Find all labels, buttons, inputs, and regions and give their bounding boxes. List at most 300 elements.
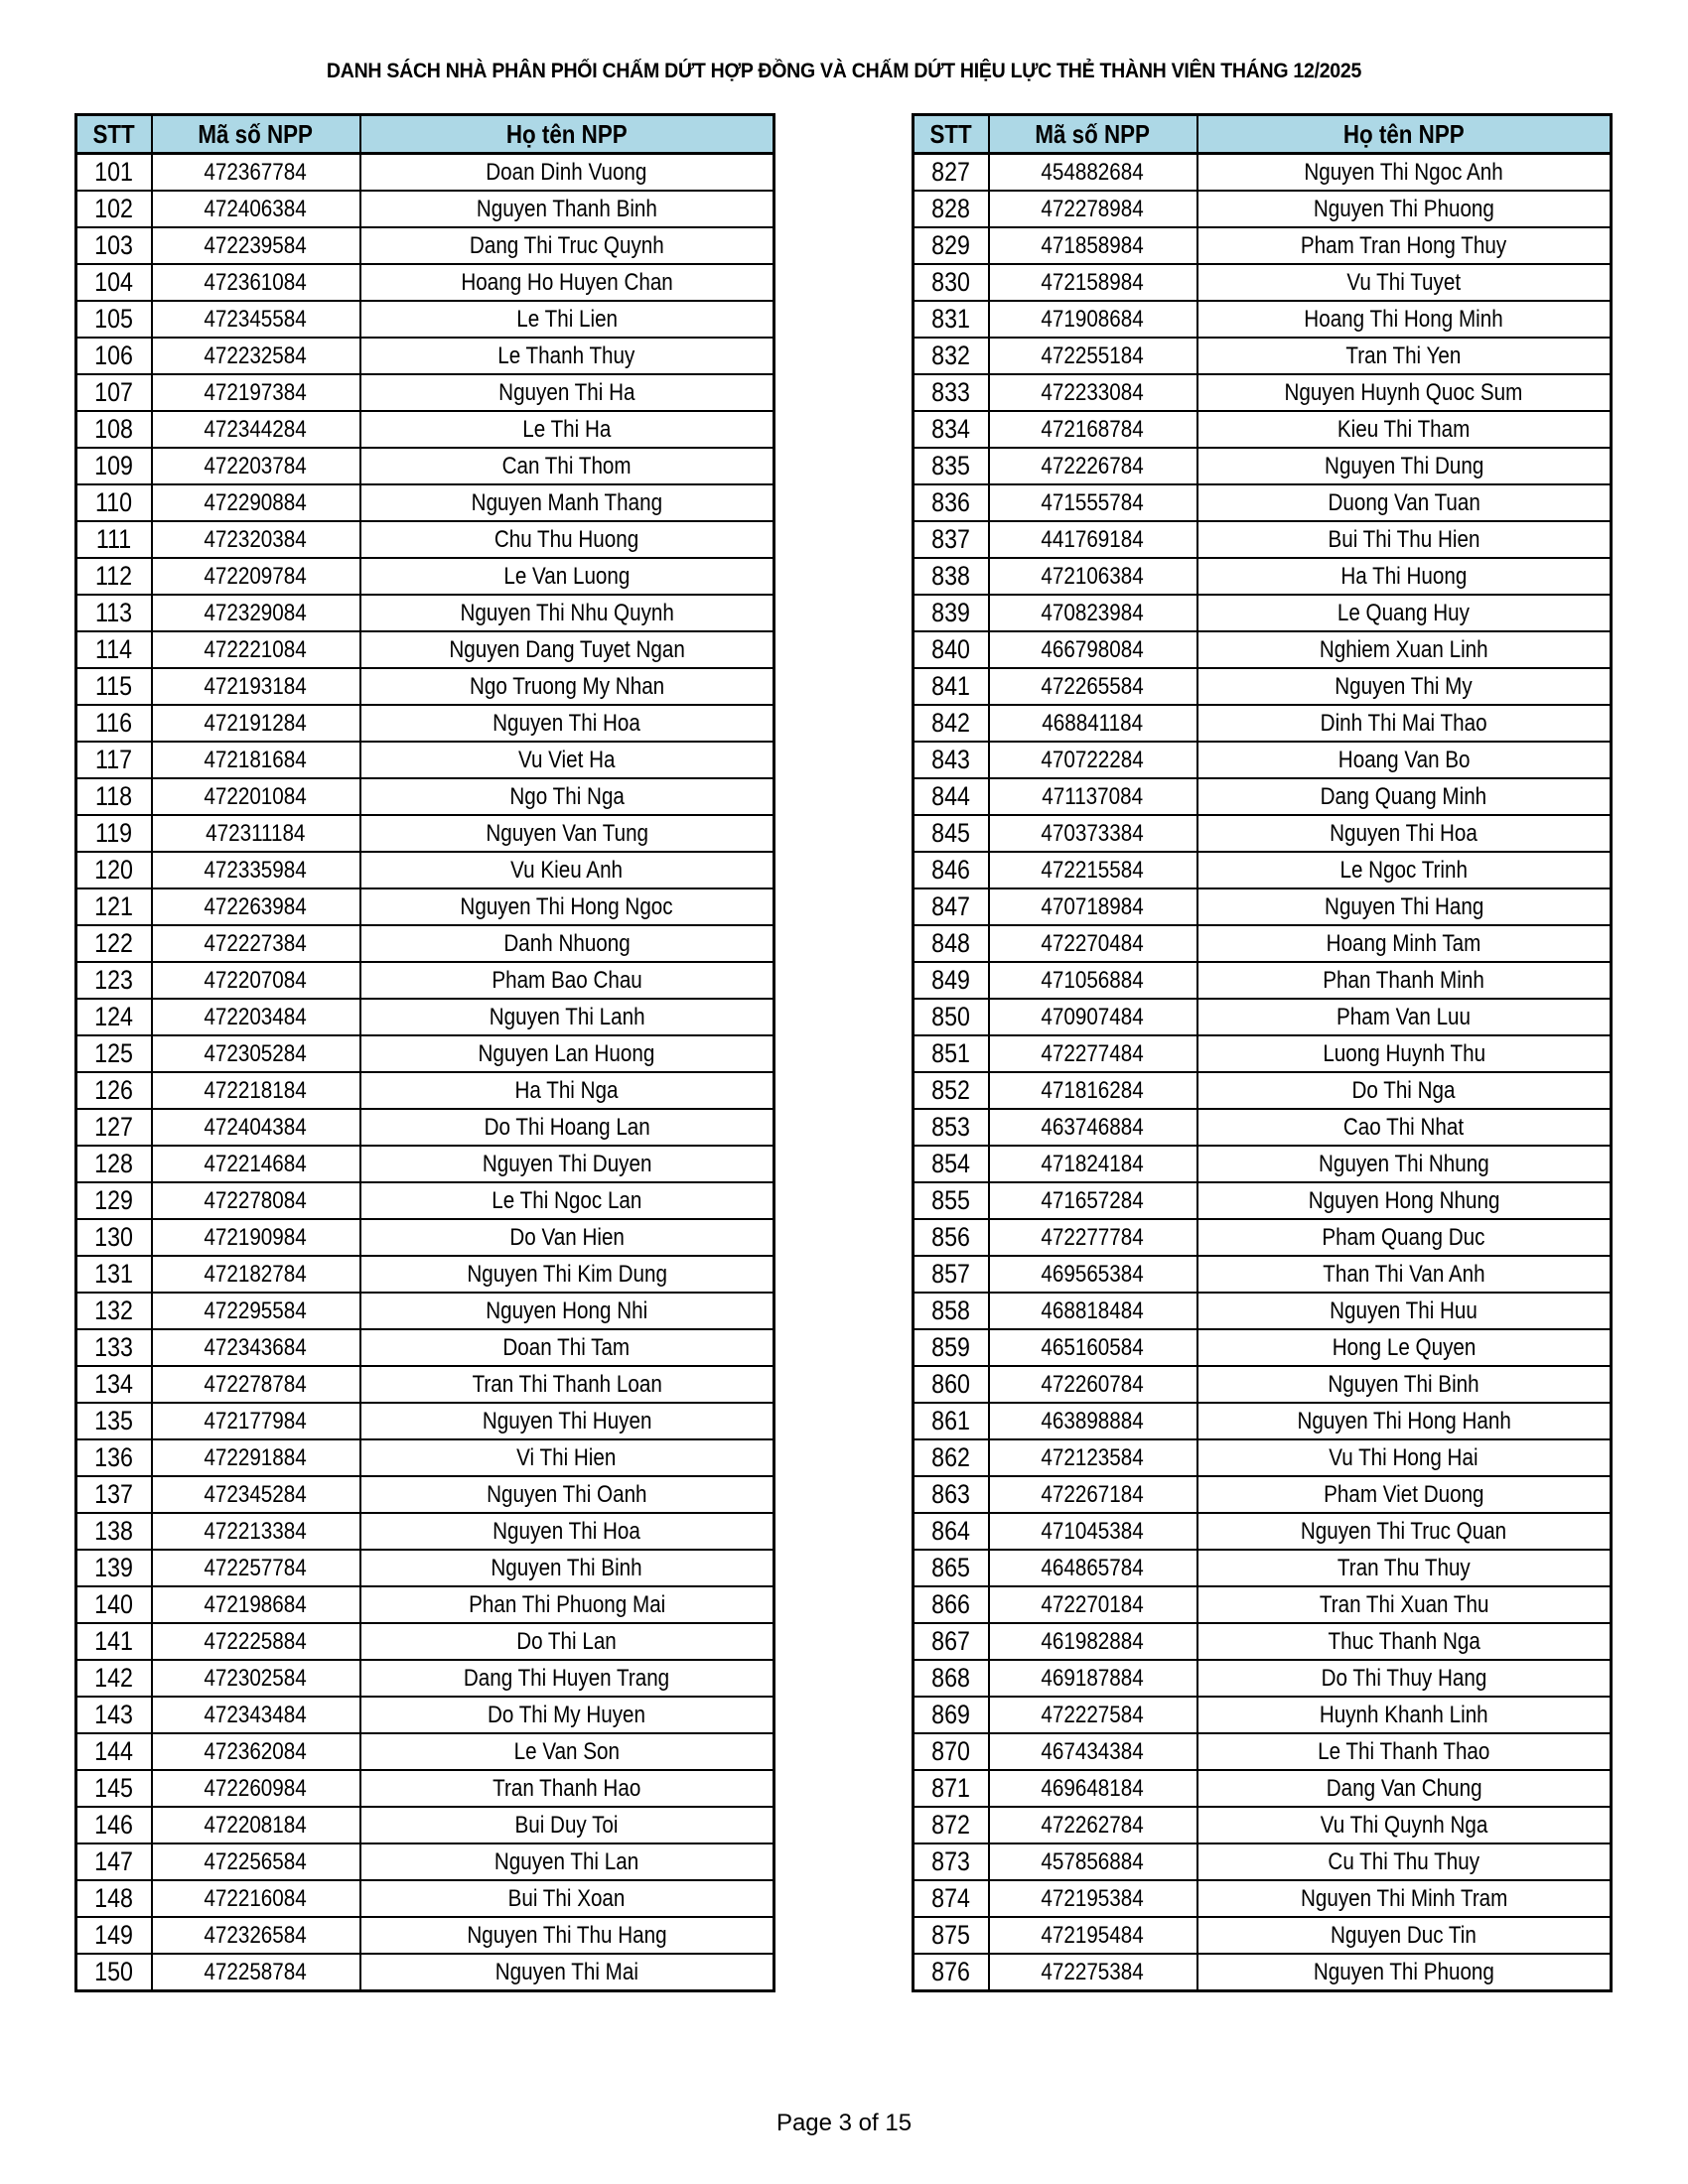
- cell-ma-so: [152, 374, 360, 411]
- cell-ma-so-text: 472208184: [204, 1811, 308, 1839]
- cell-ho-ten-text: Nguyen Thi Huyen: [482, 1407, 652, 1434]
- table-row: [76, 815, 774, 852]
- cell-ma-so: [989, 705, 1197, 742]
- cell-ma-so: [989, 999, 1197, 1035]
- column-header-stt-label: STT: [929, 118, 972, 149]
- cell-ma-so-text: 472278084: [204, 1186, 308, 1214]
- table-row: [76, 1182, 774, 1219]
- cell-ma-so: [152, 852, 360, 888]
- cell-ma-so-text: 472290884: [204, 488, 308, 516]
- cell-ho-ten-text: Nguyen Thi Oanh: [487, 1480, 647, 1508]
- cell-ma-so: [152, 484, 360, 521]
- cell-ma-so: [989, 264, 1197, 301]
- cell-stt-text: 144: [94, 1736, 134, 1766]
- cell-ma-so-text: 472367784: [204, 158, 308, 186]
- cell-ma-so: [152, 1550, 360, 1586]
- cell-ho-ten-text: Nguyen Thi Truc Quan: [1301, 1517, 1507, 1545]
- cell-ma-so: [152, 1770, 360, 1807]
- cell-ma-so: [989, 1329, 1197, 1366]
- cell-stt: [914, 1513, 989, 1550]
- cell-ho-ten: [1197, 1219, 1612, 1256]
- cell-ho-ten-text: Nguyen Thi Mai: [494, 1958, 638, 1985]
- cell-ma-so: [152, 925, 360, 962]
- cell-stt: [76, 484, 152, 521]
- cell-stt-text: 108: [94, 414, 134, 444]
- cell-ma-so-text: 470907484: [1041, 1003, 1145, 1030]
- cell-stt-text: 874: [931, 1883, 971, 1913]
- cell-ma-so: [989, 1439, 1197, 1476]
- cell-stt: [76, 191, 152, 227]
- cell-ho-ten: [1197, 1843, 1612, 1880]
- cell-stt: [76, 1586, 152, 1623]
- cell-stt: [76, 1293, 152, 1329]
- cell-ma-so-text: 470823984: [1041, 599, 1145, 626]
- cell-ma-so: [989, 962, 1197, 999]
- table-row: [76, 1072, 774, 1109]
- cell-ho-ten: [1197, 521, 1612, 558]
- cell-ma-so: [989, 227, 1197, 264]
- cell-ho-ten-text: Nguyen Thi Minh Tram: [1300, 1884, 1507, 1912]
- cell-ma-so: [152, 1366, 360, 1403]
- cell-ma-so-text: 472226784: [1041, 452, 1145, 479]
- cell-ma-so-text: 469565384: [1041, 1260, 1145, 1288]
- table-row: [76, 1439, 774, 1476]
- cell-ma-so: [152, 595, 360, 631]
- cell-stt: [914, 1439, 989, 1476]
- cell-ma-so: [989, 1182, 1197, 1219]
- cell-ho-ten: [1197, 852, 1612, 888]
- cell-stt-text: 849: [931, 965, 971, 995]
- cell-stt: [76, 925, 152, 962]
- cell-stt: [914, 1256, 989, 1293]
- cell-ma-so: [989, 338, 1197, 374]
- cell-ho-ten: [360, 448, 774, 484]
- cell-ma-so-text: 472214684: [204, 1150, 308, 1177]
- cell-ma-so: [152, 668, 360, 705]
- cell-ma-so-text: 470373384: [1041, 819, 1145, 847]
- cell-ho-ten-text: Nguyen Hong Nhi: [486, 1297, 648, 1324]
- cell-ho-ten-text: Hoang Minh Tam: [1326, 929, 1481, 957]
- cell-stt-text: 148: [94, 1883, 134, 1913]
- cell-ho-ten-text: Nguyen Thi Phuong: [1313, 1958, 1494, 1985]
- cell-stt-text: 829: [931, 230, 971, 260]
- table-row: [76, 999, 774, 1035]
- cell-ho-ten: [1197, 1403, 1612, 1439]
- cell-stt-text: 134: [94, 1369, 134, 1399]
- table-row: [76, 1035, 774, 1072]
- cell-stt-text: 101: [94, 157, 134, 187]
- cell-stt-text: 843: [931, 745, 971, 774]
- cell-stt: [914, 1733, 989, 1770]
- cell-ho-ten-text: Pham Viet Duong: [1324, 1480, 1484, 1508]
- cell-ho-ten: [360, 1807, 774, 1843]
- cell-ma-so: [152, 448, 360, 484]
- cell-ho-ten-text: Pham Quang Duc: [1322, 1223, 1485, 1251]
- cell-ho-ten-text: Nguyen Thi Hong Ngoc: [460, 892, 673, 920]
- cell-ho-ten: [360, 1329, 774, 1366]
- cell-stt-text: 858: [931, 1296, 971, 1325]
- cell-stt-text: 838: [931, 561, 971, 591]
- cell-ma-so-text: 472291884: [204, 1443, 308, 1471]
- cell-ma-so: [152, 1476, 360, 1513]
- cell-ho-ten: [360, 778, 774, 815]
- cell-ma-so: [989, 595, 1197, 631]
- cell-ho-ten: [1197, 1917, 1612, 1954]
- cell-stt-text: 857: [931, 1259, 971, 1289]
- table-row: [76, 888, 774, 925]
- cell-ho-ten-text: Nguyen Dang Tuyet Ngan: [448, 635, 685, 663]
- cell-ma-so: [152, 1439, 360, 1476]
- cell-stt-text: 127: [94, 1112, 134, 1142]
- cell-stt: [76, 264, 152, 301]
- cell-stt-text: 130: [94, 1222, 134, 1252]
- cell-ho-ten: [1197, 1513, 1612, 1550]
- cell-stt-text: 854: [931, 1149, 971, 1178]
- cell-ho-ten: [1197, 1293, 1612, 1329]
- cell-ho-ten: [1197, 999, 1612, 1035]
- cell-ho-ten: [1197, 448, 1612, 484]
- cell-ho-ten: [1197, 1109, 1612, 1146]
- cell-ma-so: [989, 1660, 1197, 1697]
- cell-ho-ten-text: Ha Thi Nga: [514, 1076, 619, 1104]
- cell-ho-ten-text: Bui Thi Xoan: [507, 1884, 626, 1912]
- table-row: [914, 1586, 1612, 1623]
- cell-stt: [76, 1954, 152, 1991]
- cell-ma-so: [989, 1513, 1197, 1550]
- cell-stt: [76, 852, 152, 888]
- cell-ma-so: [152, 1182, 360, 1219]
- cell-ho-ten: [360, 1146, 774, 1182]
- cell-ho-ten: [1197, 1697, 1612, 1733]
- cell-stt: [914, 1072, 989, 1109]
- table-row: [76, 925, 774, 962]
- cell-ho-ten: [360, 1917, 774, 1954]
- cell-ma-so-text: 472209784: [204, 562, 308, 590]
- cell-ho-ten-text: Cao Thi Nhat: [1343, 1113, 1465, 1141]
- cell-ho-ten-text: Nguyen Thi Hoa: [492, 1517, 641, 1545]
- cell-ma-so: [152, 411, 360, 448]
- cell-ho-ten: [1197, 778, 1612, 815]
- table-row: [76, 595, 774, 631]
- cell-stt: [914, 705, 989, 742]
- cell-stt: [914, 264, 989, 301]
- cell-ma-so: [152, 264, 360, 301]
- cell-ma-so: [152, 1293, 360, 1329]
- cell-ma-so-text: 464865784: [1041, 1554, 1145, 1581]
- cell-stt: [76, 631, 152, 668]
- cell-ho-ten-text: Ngo Truong My Nhan: [469, 672, 664, 700]
- cell-ho-ten: [1197, 1770, 1612, 1807]
- cell-ma-so-text: 466798084: [1041, 635, 1145, 663]
- cell-ho-ten-text: Ngo Thi Nga: [508, 782, 625, 810]
- cell-ho-ten-text: Tran Thu Thuy: [1336, 1554, 1471, 1581]
- cell-ho-ten: [360, 1733, 774, 1770]
- cell-ho-ten-text: Dang Thi Truc Quynh: [469, 231, 664, 259]
- cell-ma-so-text: 472232584: [204, 341, 308, 369]
- cell-ho-ten-text: Tran Thi Thanh Loan: [472, 1370, 662, 1398]
- cell-ho-ten: [360, 815, 774, 852]
- cell-ho-ten-text: Nguyen Thi Hang: [1324, 892, 1483, 920]
- cell-ma-so-text: 472302584: [204, 1664, 308, 1692]
- cell-stt: [76, 668, 152, 705]
- cell-ho-ten-text: Le Thi Ha: [522, 415, 612, 443]
- cell-stt-text: 864: [931, 1516, 971, 1546]
- cell-stt: [914, 411, 989, 448]
- cell-stt-text: 120: [94, 855, 134, 885]
- cell-stt-text: 841: [931, 671, 971, 701]
- cell-ma-so-text: 472260784: [1041, 1370, 1145, 1398]
- cell-ma-so: [152, 705, 360, 742]
- cell-stt-text: 142: [94, 1663, 134, 1693]
- cell-ma-so: [152, 1035, 360, 1072]
- table-row: [76, 1733, 774, 1770]
- cell-ma-so-text: 472344284: [204, 415, 308, 443]
- cell-ho-ten-text: Huynh Khanh Linh: [1319, 1701, 1488, 1728]
- cell-ho-ten: [360, 1476, 774, 1513]
- cell-ma-so: [989, 1219, 1197, 1256]
- cell-ho-ten: [360, 1366, 774, 1403]
- cell-ho-ten-text: Nguyen Thi Nhu Quynh: [460, 599, 674, 626]
- table-row: [76, 1366, 774, 1403]
- cell-stt: [76, 999, 152, 1035]
- table-row: [76, 852, 774, 888]
- table-row: [914, 1403, 1612, 1439]
- cell-ho-ten-text: Do Thi My Huyen: [488, 1701, 646, 1728]
- cell-ho-ten: [360, 668, 774, 705]
- cell-ma-so: [152, 1329, 360, 1366]
- cell-ma-so: [989, 852, 1197, 888]
- cell-ho-ten: [360, 705, 774, 742]
- cell-ho-ten: [1197, 1807, 1612, 1843]
- cell-ma-so-text: 472329084: [204, 599, 308, 626]
- cell-ho-ten: [1197, 1329, 1612, 1366]
- cell-ma-so: [152, 1146, 360, 1182]
- cell-ho-ten: [1197, 374, 1612, 411]
- cell-ho-ten-text: Nguyen Thi Hong Hanh: [1297, 1407, 1511, 1434]
- table-row: [76, 411, 774, 448]
- cell-ho-ten-text: Vu Thi Tuyet: [1346, 268, 1462, 296]
- cell-stt-text: 869: [931, 1700, 971, 1729]
- cell-ho-ten-text: Luong Huynh Thu: [1322, 1039, 1485, 1067]
- cell-stt-text: 128: [94, 1149, 134, 1178]
- cell-ho-ten-text: Nguyen Thi Binh: [491, 1554, 642, 1581]
- cell-stt: [914, 1403, 989, 1439]
- table-row: [914, 411, 1612, 448]
- cell-ho-ten-text: Doan Dinh Vuong: [486, 158, 647, 186]
- table-row: [76, 1403, 774, 1439]
- cell-stt-text: 860: [931, 1369, 971, 1399]
- cell-ma-so: [152, 1807, 360, 1843]
- cell-ho-ten: [360, 1513, 774, 1550]
- cell-ho-ten: [360, 1697, 774, 1733]
- cell-ho-ten: [360, 411, 774, 448]
- cell-ma-so-text: 470722284: [1041, 746, 1145, 773]
- cell-ma-so: [152, 301, 360, 338]
- cell-stt: [914, 338, 989, 374]
- cell-stt: [76, 1072, 152, 1109]
- cell-ho-ten: [1197, 1035, 1612, 1072]
- table-row: [76, 1513, 774, 1550]
- cell-ho-ten-text: Tran Thanh Hao: [492, 1774, 641, 1802]
- cell-ho-ten: [1197, 962, 1612, 999]
- cell-ma-so-text: 472270184: [1041, 1590, 1145, 1618]
- cell-ho-ten: [360, 264, 774, 301]
- cell-stt: [76, 1366, 152, 1403]
- cell-stt: [76, 1035, 152, 1072]
- table-row: [914, 1954, 1612, 1991]
- cell-ma-so: [152, 1660, 360, 1697]
- cell-ma-so-text: 441769184: [1041, 525, 1145, 553]
- cell-ma-so: [989, 1476, 1197, 1513]
- cell-stt: [76, 448, 152, 484]
- cell-ho-ten: [1197, 668, 1612, 705]
- cell-ma-so: [989, 558, 1197, 595]
- cell-stt-text: 846: [931, 855, 971, 885]
- cell-ma-so-text: 472275384: [1041, 1958, 1145, 1985]
- table-row: [914, 1219, 1612, 1256]
- cell-ma-so: [989, 1146, 1197, 1182]
- cell-ma-so-text: 472190984: [204, 1223, 308, 1251]
- cell-stt: [914, 1697, 989, 1733]
- distributor-table-right: [912, 113, 1613, 1992]
- cell-stt: [76, 1550, 152, 1586]
- cell-ho-ten: [1197, 595, 1612, 631]
- table-row: [914, 1660, 1612, 1697]
- cell-ho-ten-text: Duong Van Tuan: [1328, 488, 1480, 516]
- cell-stt-text: 149: [94, 1920, 134, 1950]
- cell-stt-text: 872: [931, 1810, 971, 1840]
- table-row: [76, 668, 774, 705]
- table-row: [76, 705, 774, 742]
- table-row: [914, 374, 1612, 411]
- table-row: [914, 631, 1612, 668]
- cell-ma-so: [989, 1550, 1197, 1586]
- cell-ma-so-text: 472227584: [1041, 1701, 1145, 1728]
- cell-stt-text: 139: [94, 1553, 134, 1582]
- cell-ma-so: [989, 1586, 1197, 1623]
- cell-ho-ten-text: Nguyen Thi Phuong: [1313, 195, 1494, 222]
- cell-ho-ten: [1197, 301, 1612, 338]
- cell-ma-so: [989, 1293, 1197, 1329]
- cell-stt-text: 121: [94, 891, 134, 921]
- table-row: [914, 227, 1612, 264]
- table-row: [76, 1109, 774, 1146]
- cell-ma-so-text: 472197384: [204, 378, 308, 406]
- cell-stt: [76, 374, 152, 411]
- cell-stt-text: 137: [94, 1479, 134, 1509]
- column-header-ho-ten-label: Họ tên NPP: [1342, 118, 1465, 149]
- cell-stt: [914, 1880, 989, 1917]
- cell-ma-so: [152, 1733, 360, 1770]
- cell-ho-ten: [360, 1035, 774, 1072]
- cell-ho-ten: [360, 1623, 774, 1660]
- cell-ma-so: [989, 815, 1197, 852]
- cell-ma-so-text: 472257784: [204, 1554, 308, 1581]
- cell-ma-so-text: 472181684: [204, 746, 308, 773]
- cell-stt: [76, 411, 152, 448]
- cell-ho-ten: [360, 1954, 774, 1991]
- cell-ho-ten: [360, 999, 774, 1035]
- cell-stt: [76, 815, 152, 852]
- cell-ho-ten: [360, 521, 774, 558]
- table-row: [76, 374, 774, 411]
- cell-ho-ten-text: Nghiem Xuan Linh: [1319, 635, 1488, 663]
- cell-stt-text: 114: [95, 634, 133, 664]
- cell-ma-so: [152, 778, 360, 815]
- cell-stt-text: 129: [94, 1185, 134, 1215]
- cell-stt-text: 847: [931, 891, 971, 921]
- cell-stt: [76, 1439, 152, 1476]
- table-row: [76, 558, 774, 595]
- cell-stt: [76, 1807, 152, 1843]
- cell-stt-text: 104: [94, 267, 134, 297]
- cell-ho-ten: [360, 1586, 774, 1623]
- table-row: [914, 1035, 1612, 1072]
- cell-ho-ten: [1197, 1439, 1612, 1476]
- cell-stt-text: 106: [94, 341, 134, 370]
- cell-ma-so-text: 472213384: [204, 1517, 308, 1545]
- cell-stt-text: 140: [94, 1589, 134, 1619]
- column-header-stt: [914, 115, 989, 154]
- cell-ho-ten-text: Do Thi Nga: [1351, 1076, 1456, 1104]
- cell-ma-so: [989, 1072, 1197, 1109]
- table-row: [76, 227, 774, 264]
- cell-stt: [914, 1623, 989, 1660]
- cell-ho-ten: [360, 301, 774, 338]
- cell-ma-so-text: 472277784: [1041, 1223, 1145, 1251]
- cell-stt: [76, 1182, 152, 1219]
- cell-ma-so-text: 472106384: [1041, 562, 1145, 590]
- cell-stt-text: 123: [94, 965, 134, 995]
- table-row: [914, 1843, 1612, 1880]
- cell-ma-so-text: 461982884: [1041, 1627, 1145, 1655]
- cell-ho-ten: [360, 1660, 774, 1697]
- cell-ho-ten-text: Vu Viet Ha: [517, 746, 616, 773]
- cell-stt-text: 845: [931, 818, 971, 848]
- cell-ma-so: [989, 1770, 1197, 1807]
- table-row: [914, 1182, 1612, 1219]
- cell-ma-so-text: 465160584: [1041, 1333, 1145, 1361]
- cell-ma-so-text: 471657284: [1041, 1186, 1145, 1214]
- cell-ma-so-text: 472201084: [204, 782, 308, 810]
- cell-ho-ten: [360, 1880, 774, 1917]
- cell-ho-ten: [360, 1219, 774, 1256]
- cell-stt-text: 115: [95, 671, 133, 701]
- cell-stt: [76, 1219, 152, 1256]
- cell-ma-so: [152, 1954, 360, 1991]
- cell-ho-ten: [1197, 1733, 1612, 1770]
- cell-ma-so: [989, 411, 1197, 448]
- table-row: [914, 1476, 1612, 1513]
- cell-ma-so: [152, 1843, 360, 1880]
- cell-ho-ten: [1197, 411, 1612, 448]
- cell-stt: [76, 1476, 152, 1513]
- cell-ho-ten: [360, 742, 774, 778]
- table-row: [914, 1293, 1612, 1329]
- cell-ma-so-text: 472177984: [204, 1407, 308, 1434]
- cell-ho-ten-text: Can Thi Thom: [501, 452, 632, 479]
- cell-ho-ten-text: Le Thi Thanh Thao: [1318, 1737, 1490, 1765]
- cell-ho-ten-text: Hong Le Quyen: [1332, 1333, 1477, 1361]
- cell-ma-so-text: 470718984: [1041, 892, 1145, 920]
- cell-ma-so-text: 471816284: [1041, 1076, 1145, 1104]
- cell-ma-so-text: 472305284: [204, 1039, 308, 1067]
- cell-ma-so-text: 472265584: [1041, 672, 1145, 700]
- cell-ma-so-text: 472278784: [204, 1370, 308, 1398]
- cell-ho-ten-text: Vu Thi Hong Hai: [1329, 1443, 1478, 1471]
- cell-ho-ten-text: Do Thi Hoang Lan: [484, 1113, 650, 1141]
- cell-ho-ten-text: Le Ngoc Trinh: [1339, 856, 1468, 884]
